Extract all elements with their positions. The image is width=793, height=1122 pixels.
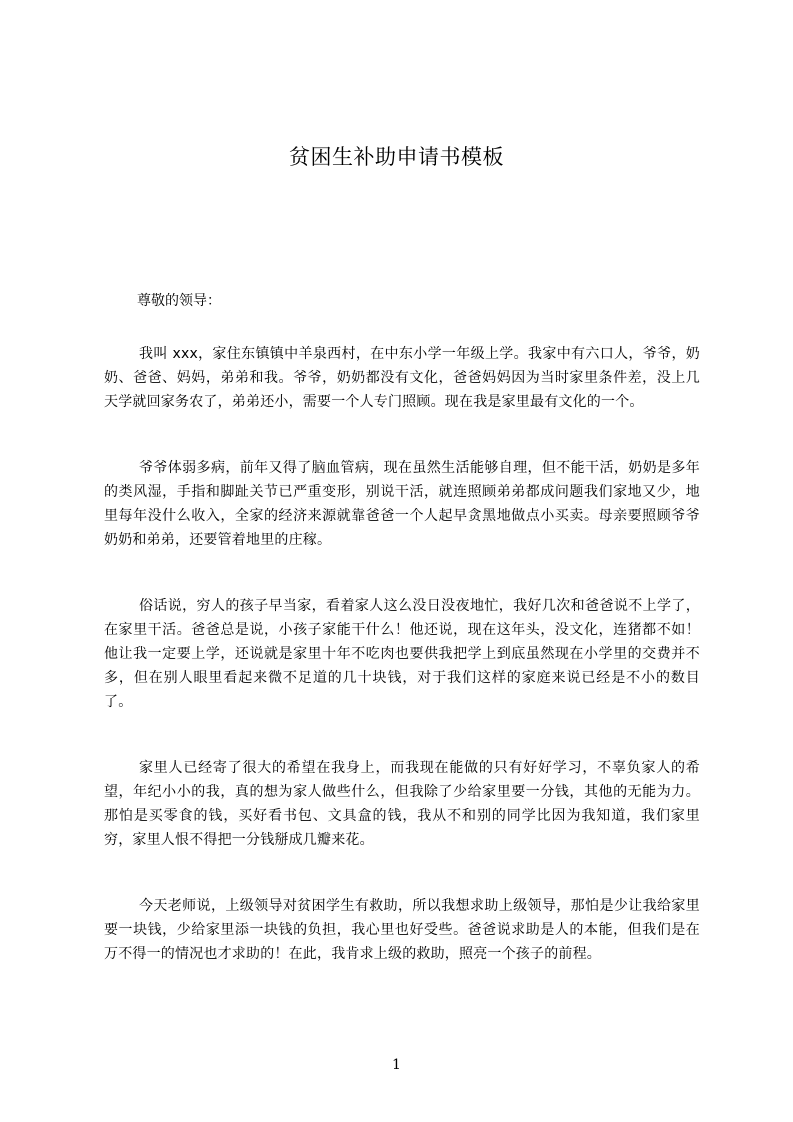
paragraph-schooling: 俗话说，穷人的孩子早当家，看着家人这么没日没夜地忙，我好几次和爸爸说不上学了，在家里干活。爸爸总是说，小孩子家能干什么！他还说，现在这年头，没文化，连猪都不如！他让我一定要上学，还说就是家里十年不吃肉也要供我把学上到底虽然现在小学里的交费并不多，但在别人眼里看起来微不足道的几十块钱，对于我们这样的家庭来说已经是不小的数目了。 [104,598,700,710]
paragraph-family-health: 爷爷体弱多病，前年又得了脑血管病，现在虽然生活能够自理，但不能干活，奶奶是多年的类风湿，手指和脚趾关节已严重变形，别说干活，就连照顾弟弟都成问题我们家地又少，地里每年没什么收入，全家的经济来源就靠爸爸一个人起早贪黑地做点小买卖。母亲要照顾爷爷奶奶和弟弟，还要管着地里的庄稼。 [104,460,700,548]
paragraph-introduction: 我叫 xxx，家住东镇镇中羊泉西村，在中东小学一年级上学。我家中有六口人，爷爷，奶奶、爸爸、妈妈，弟弟和我。爷爷，奶奶都没有文化，爸爸妈妈因为当时家里条件差，没上几天学就回家务农了，弟弟还小，需要一个人专门照顾。现在我是家里最有文化的一个。 [104,346,700,410]
letter-body [104,342,700,1008]
paragraph-hopes: 家里人已经寄了很大的希望在我身上，而我现在能做的只有好好学习，不辜负家人的希望，年纪小小的我，真的想为家人做些什么，但我除了少给家里要一分钱，其他的无能为力。那怕是买零食的钱，买好看书包、文具盒的钱，我从不和别的同学比因为我知道，我们家里穷，家里人恨不得把一分钱掰成几瓣来花。 [104,760,700,848]
document-title: 贫困生补助申请书模板 [289,145,504,169]
page-number: 1 [392,1057,401,1073]
salutation: 尊敬的领导： [137,293,221,309]
paragraph-request: 今天老师说，上级领导对贫困学生有救助，所以我想求助上级领导，那怕是少让我给家里要一块钱，少给家里添一块钱的负担，我心里也好受些。爸爸说求助是人的本能，但我们是在万不得一的情况也才求助的！在此，我肯求上级的救助，照亮一个孩子的前程。 [104,898,700,962]
